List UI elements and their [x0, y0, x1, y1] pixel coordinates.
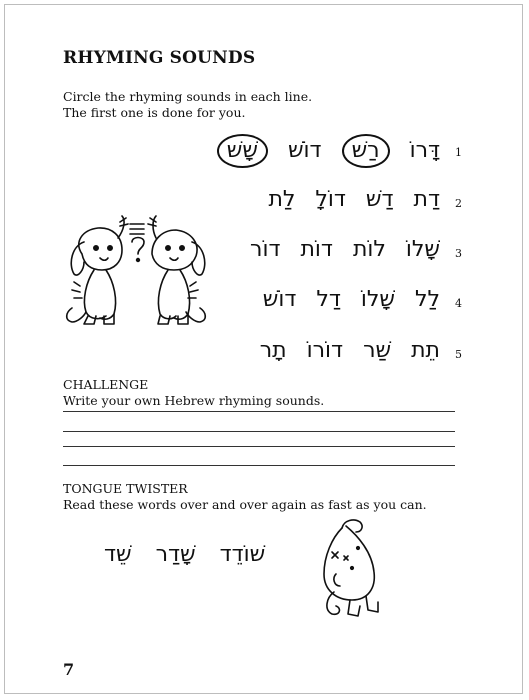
two-dogs-illustration	[60, 212, 212, 332]
hebrew-word[interactable]: שָׁלוֹ	[360, 287, 395, 312]
writing-line-3[interactable]	[63, 446, 455, 447]
hebrew-word[interactable]: תָר	[259, 338, 287, 363]
hebrew-word[interactable]: דַת	[413, 187, 440, 212]
hebrew-word[interactable]: תֵת	[411, 338, 440, 363]
instructions	[63, 89, 312, 121]
rhyme-row-2	[200, 185, 462, 219]
hebrew-word[interactable]: שָׁדַר	[155, 542, 196, 567]
hebrew-word[interactable]: דַל	[316, 287, 341, 312]
tongue-twister-words	[104, 540, 265, 570]
tongue-twister-instruction: Read these words over and over again as fast as you can.	[63, 497, 427, 512]
row-number: 5	[455, 348, 462, 361]
rhyme-row-4	[200, 285, 462, 319]
row-words	[217, 134, 440, 168]
instruction-line-2: The first one is done for you.	[63, 105, 246, 120]
row-number: 2	[455, 197, 462, 210]
row-number: 1	[455, 146, 462, 159]
row-number: 3	[455, 247, 462, 260]
challenge-label: CHALLENGE	[63, 377, 149, 392]
instruction-line-1: Circle the rhyming sounds in each line.	[63, 89, 313, 104]
hebrew-word[interactable]: דוֹר	[250, 237, 281, 262]
hebrew-word[interactable]: דוֹשׁ	[287, 138, 322, 163]
hebrew-word[interactable]: דוֹלָ	[315, 187, 346, 212]
hebrew-word[interactable]: שֵׁד	[104, 542, 132, 567]
writing-line-1[interactable]	[63, 411, 455, 412]
row-number: 4	[455, 297, 462, 310]
page-number: 7	[63, 660, 75, 679]
row-words	[268, 185, 440, 215]
hebrew-word[interactable]: לַל	[414, 287, 440, 312]
hebrew-word[interactable]: דוֹשׁ	[262, 287, 297, 312]
rhyme-row-5	[200, 336, 462, 370]
hebrew-word[interactable]: שַׁר	[363, 338, 392, 363]
writing-line-4[interactable]	[63, 465, 455, 466]
hebrew-word[interactable]: דוֹרוֹ	[306, 338, 344, 363]
row-words	[250, 235, 440, 265]
hebrew-word[interactable]: שָׁלוֹ	[405, 237, 440, 262]
hebrew-word[interactable]: דוֹת	[300, 237, 333, 262]
hebrew-word[interactable]: דַשׁ	[365, 187, 394, 212]
hebrew-word[interactable]: דָּרוֹ	[409, 138, 440, 163]
writing-line-2[interactable]	[63, 431, 455, 432]
page-title: RHYMING SOUNDS	[63, 48, 256, 68]
hebrew-word-circled[interactable]: רַשׁ	[342, 134, 390, 168]
shin-character-illustration	[312, 516, 382, 626]
row-words	[263, 285, 440, 315]
challenge-instruction: Write your own Hebrew rhyming sounds.	[63, 393, 325, 408]
hebrew-word-circled[interactable]: שָׁשׁ	[217, 134, 268, 168]
row-words	[260, 336, 440, 366]
hebrew-word[interactable]: לוֹת	[352, 237, 386, 262]
rhyme-row-1	[200, 134, 462, 168]
hebrew-word[interactable]: לַת	[268, 187, 296, 212]
rhyme-row-3	[200, 235, 462, 269]
hebrew-word[interactable]: שׁוֹדֵד	[219, 542, 266, 567]
tongue-twister-label: TONGUE TWISTER	[63, 481, 188, 496]
